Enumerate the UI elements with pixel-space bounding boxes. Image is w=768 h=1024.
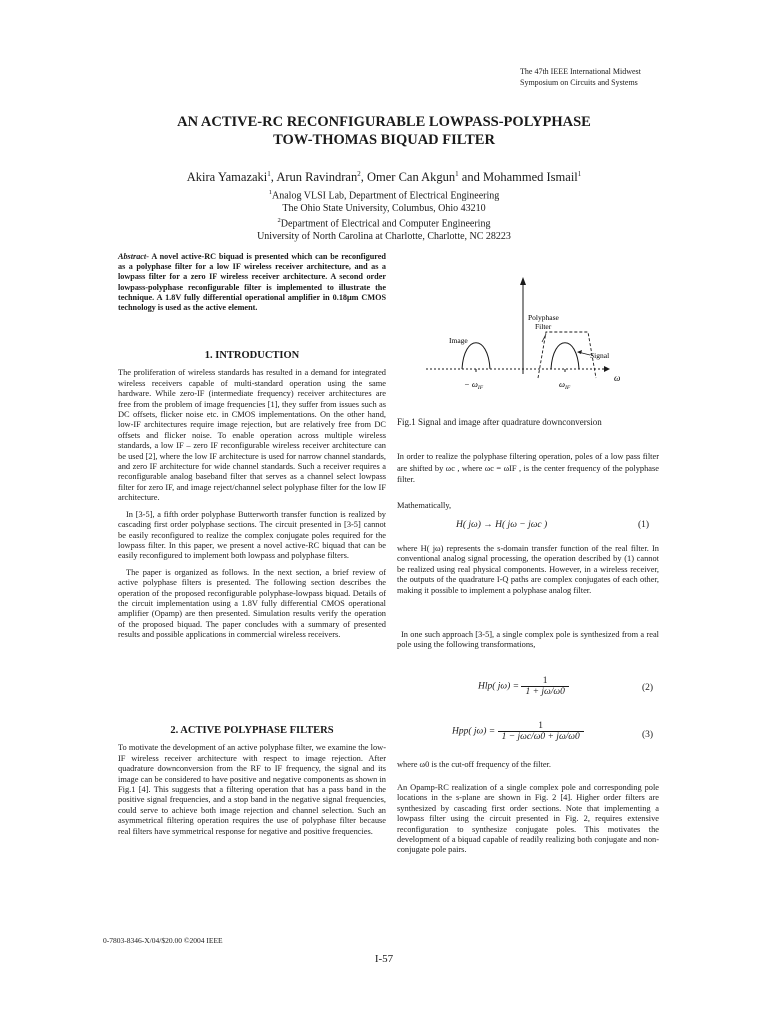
conference-line-2: Symposium on Circuits and Systems xyxy=(520,78,638,87)
figure-1-caption: Fig.1 Signal and image after quadrature downconversion xyxy=(397,417,602,427)
abstract-text: A novel active-RC biquad is presented which can be reconfigured as a polyphase filter for a low IF wireless receiver architecture, and as a lowpass filter for a zero IF wireless receiver architecture. A second order lowpass-polyphase reconfigurable filter is implemented to illustrate the technique. A 1.8V fully differential operational amplifier in 0.18μm CMOS technology is used as the active element. xyxy=(118,252,386,313)
right-paragraph-6: An Opamp-RC realization of a single complex pole and corresponding pole locations in the s-plane are shown in Fig. 2 [4]. Higher order filters are synthesized by cascading first order sections. Note that implementing a lowpass filter using the circuit presented in Fig. 2, requires extensive reconfiguration to synthesize conjugate poles. This motivates the development of a biquad capable of readily realizing both conjugate and non-conjugate pole pairs. xyxy=(397,783,659,855)
affil-sup-1: 1 xyxy=(268,189,272,196)
intro-paragraph-3: The paper is organized as follows. In the next section, a brief review of active polyphase filters is presented. The following section describes the operation of the proposed reconfigurable polyphase-lowpass biquad. Details of the circuit implementation using a 1.8V fully differential CMOS operational amplifier (Opamp) are then presented. Simulation results verify the operation of the proposed biquad. The paper concludes with a summary of presented results and possible applications in commercial wireless receivers. xyxy=(118,567,386,640)
affiliations xyxy=(0,187,768,243)
copyright-footer: 0-7803-8346-X/04/$20.00 ©2004 IEEE xyxy=(103,936,223,945)
affil-sup-2: 2 xyxy=(277,217,281,225)
equation-2-lhs: Hlp( jω) = xyxy=(478,681,520,692)
author-3: Omer Can Akgun xyxy=(366,170,456,185)
equation-3-number: (3) xyxy=(642,730,654,740)
figure-1-plot xyxy=(420,272,650,394)
section-2-heading: 2. ACTIVE POLYPHASE FILTERS xyxy=(170,725,334,736)
page-number: I-57 xyxy=(374,953,394,965)
author-2: Arun Ravindran xyxy=(276,170,358,185)
abstract-paragraph xyxy=(118,252,386,313)
right-paragraph-3: where H( jω) represents the s-domain transfer function of the real filter. In conventional analog signal processing, the operation described by (1) cannot be realized using real physical components. However, in a wireless receiver, the outputs of the quadrature I-Q paths are complex conjugates of each other, making it possible to implement a polyphase analog filter. xyxy=(397,544,659,595)
equation-2-denominator: 1 + jω/ω0 xyxy=(525,687,565,697)
fig1-neg-wif-main: − ω xyxy=(464,379,478,389)
affil-line-2: The Ohio State University, Columbus, Ohio 43210 xyxy=(282,202,486,214)
fig1-label-omega: ω xyxy=(614,373,621,383)
fig1-pos-wif-sub: IF xyxy=(565,385,571,391)
fig1-label-signal: Signal xyxy=(590,351,610,360)
affil-line-4: University of North Carolina at Charlotte, Charlotte, NC 28223 xyxy=(257,230,511,242)
section-2 xyxy=(118,726,386,837)
intro-section xyxy=(118,351,386,641)
author-and: and xyxy=(461,170,480,185)
right-paragraph-1: In order to realize the polyphase filtering operation, poles of a low pass filter are shifted by ωc , where ωc = ωIF , is the center frequency of the polyphase filter. xyxy=(397,452,659,484)
abstract-label: Abstract- xyxy=(118,252,149,261)
author-list: Akira Yamazaki$^1$, Arun Ravindran$^2$, Omer Can Akgun$^1$ and Mohammed Ismail$^1$ xyxy=(186,170,582,185)
equation-3 xyxy=(452,721,584,742)
author-2-affil: 2 xyxy=(357,170,361,178)
conference-line-1: The 47th IEEE International Midwest xyxy=(520,67,641,76)
equation-3-fraction xyxy=(498,721,584,742)
author-4: Mohammed Ismail xyxy=(482,170,578,185)
paper-title xyxy=(0,113,768,149)
author-1: Akira Yamazaki xyxy=(186,170,268,185)
fig1-label-polyphase: Polyphase xyxy=(528,313,559,322)
equation-1: H( jω) → H( jω − jωc ) xyxy=(456,520,548,530)
equation-3-numerator: 1 xyxy=(498,721,584,732)
conference-header xyxy=(520,66,720,88)
section-2-paragraph-1: To motivate the development of an active polyphase filter, we examine the low-IF wireless receiver architecture with respect to image rejection. After quadrature downconversion from the RF to IF frequency, the signal and its image can be considered to have positive and negative components as shown in Fig.1 [4]. This suggests that a filtering operation that has a pass band in the positive signal frequencies, and a stop band in the negative signal frequencies, could serve to achieve both image rejection and channel selection. Such an asymmetrical filtering operation requires the use of polyphase filter because real filters have symmetrical response for negative and positive frequencies. xyxy=(118,743,386,836)
author-4-affil: 1 xyxy=(577,170,582,178)
equation-1-number: (1) xyxy=(638,520,650,530)
title-line-2: TOW-THOMAS BIQUAD FILTER xyxy=(273,132,495,148)
fig1-pos-wif-main: ω xyxy=(559,379,566,389)
intro-heading: 1. INTRODUCTION xyxy=(204,350,300,361)
equation-2 xyxy=(478,676,569,697)
affil-line-1 xyxy=(0,187,768,203)
fig1-label-image: Image xyxy=(449,336,468,345)
title-line-1: AN ACTIVE-RC RECONFIGURABLE LOWPASS-POLYPHASE xyxy=(177,114,591,130)
equation-3-denominator: 1 − jωc/ω0 + jω/ω0 xyxy=(501,732,580,742)
fig1-label-pos-wif xyxy=(559,379,571,391)
affil-line-3 xyxy=(0,215,768,231)
equation-2-number: (2) xyxy=(642,683,654,693)
fig1-neg-wif-sub: IF xyxy=(477,385,484,391)
author-1-affil: 1 xyxy=(267,170,271,178)
fig1-label-neg-wif xyxy=(464,379,484,391)
equation-3-lhs: Hpp( jω) = xyxy=(452,726,496,737)
abstract xyxy=(118,252,386,313)
fig1-label-filter: Filter xyxy=(535,322,552,331)
right-paragraph-2: Mathematically, xyxy=(397,501,452,510)
equation-2-numerator: 1 xyxy=(521,676,568,687)
intro-paragraph-2: In [3-5], a fifth order polyphase Butterworth transfer function is realized by cascading first order polyphase sections. The circuit presented in [3-5] cannot be easily reconfigured to realize the complex conjugate poles required for the lowpass filter. In this paper, we present a novel active-RC biquad that can be easily reconfigured to implement both lowpass and polyphase filters. xyxy=(118,509,386,561)
equation-2-fraction xyxy=(521,676,568,697)
author-3-affil: 1 xyxy=(455,170,459,178)
affil-text-1: Analog VLSI Lab, Department of Electrical Engineering xyxy=(272,190,500,202)
affil-text-3: Department of Electrical and Computer Engineering xyxy=(280,218,491,230)
right-paragraph-4: In one such approach [3-5], a single complex pole is synthesized from a real pole using the following transformations, xyxy=(397,630,659,650)
right-paragraph-5: where ω0 is the cut-off frequency of the filter. xyxy=(397,760,551,769)
intro-paragraph-1: The proliferation of wireless standards has resulted in a demand for integrated wireless receivers capable of multi-standard operation using the same hardware. While zero-IF (intermediate frequency) receiver architectures are free from the problem of image frequencies [1], they suffer from issues such as DC offsets, flicker noise etc. in CMOS implementations. On the other hand, low-IF architectures require image rejection, but are relatively free from DC offsets and flicker noise. To enable operation across multiple wireless standards, a low IF – zero IF reconfigurable wireless receiver architecture can be used [2], where the low IF architecture is used for narrow channel standards, and zero IF architecture for wide channel standards. Such a receiver requires a reconfigurable analog baseband filter that serves as a channel select lowpass filter for zero IF, and image reject/channel select polyphase filter for the low IF architecture. xyxy=(118,368,386,503)
